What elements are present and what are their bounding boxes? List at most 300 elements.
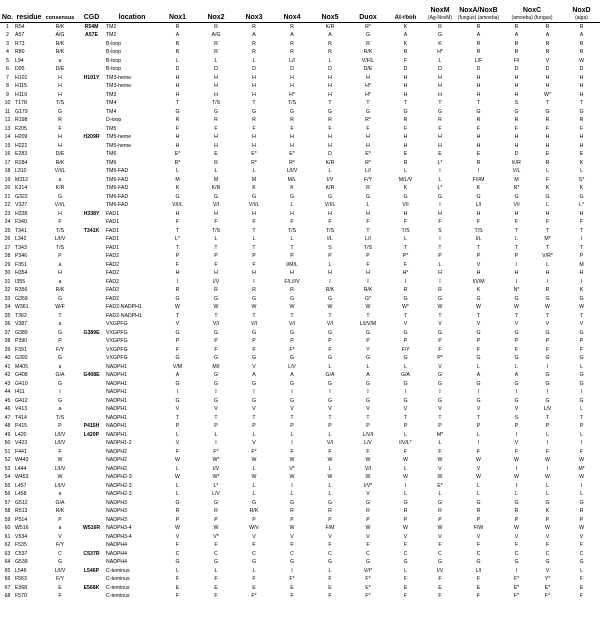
cell-nox5: R xyxy=(328,508,332,514)
cell-cgd xyxy=(77,235,106,244)
cell-no: 26 xyxy=(4,236,11,242)
table-row xyxy=(0,227,600,236)
cell-cgd xyxy=(77,269,106,278)
cell-location: NADPH3-4 xyxy=(106,525,132,531)
cell-noxc: C xyxy=(545,550,550,557)
cell-nox2: F xyxy=(214,542,218,548)
cell-noxa: T xyxy=(476,244,481,251)
cell-noxd: I xyxy=(580,278,583,285)
cell-noxm: T xyxy=(438,312,442,319)
cell-noxc: L xyxy=(546,482,549,489)
cell-noxc: F xyxy=(545,448,550,455)
cell-noxd: F xyxy=(579,542,584,548)
cell-nox1: G xyxy=(175,193,180,200)
cell-no: 32 xyxy=(4,287,11,293)
table-row xyxy=(0,303,600,312)
cell-location: TM2 xyxy=(106,32,117,38)
cell-noxc: L xyxy=(546,202,549,208)
cell-nox3: G xyxy=(251,355,257,361)
cell-nox2: F* xyxy=(213,448,219,455)
cell-no: 20 xyxy=(4,185,11,191)
cell-consensus: H xyxy=(58,83,62,89)
cell-nox2: I xyxy=(215,389,217,395)
cell-nox1: A xyxy=(175,32,180,38)
cell-duox: H* xyxy=(365,91,371,98)
table-row xyxy=(0,99,600,108)
cell-nox4: V/I xyxy=(288,321,296,327)
table-row xyxy=(0,235,600,244)
cell-location: FAD2 xyxy=(106,270,119,276)
cell-noxd: L* xyxy=(579,202,584,208)
cell-noxm: V xyxy=(438,406,442,412)
cell-noxa: F xyxy=(476,125,481,132)
cell-nox5: L xyxy=(328,363,332,370)
cell-noxc: V xyxy=(545,57,550,64)
cell-nox2: I/V xyxy=(212,278,220,285)
cell-noxa: L xyxy=(477,482,480,489)
cell-location: NADPH3 xyxy=(106,516,128,523)
cell-noxc: G xyxy=(545,559,550,565)
cell-nox1: T xyxy=(175,244,180,251)
cell-atrboh: T xyxy=(403,312,408,319)
cell-cgd xyxy=(77,405,106,414)
cell-duox: V xyxy=(366,491,370,497)
cell-residue: W453 xyxy=(15,474,29,480)
cell-noxb: F xyxy=(514,125,519,132)
cell-duox: F xyxy=(366,219,370,225)
cell-nox2: W xyxy=(213,304,219,310)
cell-nox2: H xyxy=(214,83,218,89)
cell-location: FAD2-NADPH1 xyxy=(106,312,142,319)
cell-consensus: a xyxy=(58,321,62,327)
cell-cgd xyxy=(77,465,106,474)
cell-nox3: G xyxy=(251,108,257,115)
cell-duox: T/S xyxy=(363,244,373,251)
cell-location: FAD1 xyxy=(106,219,119,225)
cell-noxm: H xyxy=(438,134,442,140)
cell-nox1: G xyxy=(175,380,180,387)
cell-nox5: I xyxy=(329,278,331,285)
table-row xyxy=(0,320,600,329)
cell-nox4: P xyxy=(290,338,294,344)
cell-noxd: F xyxy=(579,593,584,599)
header-noxc-sub1: (amoeba) xyxy=(511,14,533,21)
cell-residue: V413 xyxy=(15,406,28,412)
cell-noxc: L xyxy=(546,491,549,497)
cell-noxb: I xyxy=(515,465,518,472)
cell-nox5: V/I xyxy=(326,321,334,327)
cell-noxa: R xyxy=(476,117,481,123)
cell-no: 7 xyxy=(6,74,9,81)
cell-noxd: L xyxy=(580,431,583,438)
cell-noxb: F xyxy=(514,346,519,353)
cell-atrboh: G xyxy=(403,108,408,115)
cell-noxd: W xyxy=(579,304,584,310)
cell-noxm: G xyxy=(437,295,443,302)
cell-location: FAD1 xyxy=(106,210,119,217)
cell-location: FAD1 xyxy=(106,244,119,251)
cell-nox1: V/M xyxy=(172,363,183,370)
cell-atrboh: V/I xyxy=(402,202,409,208)
cell-nox5: G xyxy=(327,295,333,302)
table-row xyxy=(0,244,600,253)
cell-nox1: H xyxy=(175,134,180,140)
table-row xyxy=(0,295,600,304)
table-row xyxy=(0,516,600,525)
cell-nox5: T xyxy=(328,414,332,421)
cell-noxa: F xyxy=(476,448,481,455)
cell-noxd: G xyxy=(579,559,584,565)
cell-atrboh: C xyxy=(403,550,408,557)
cell-noxm: V xyxy=(438,363,442,370)
cell-noxc: W xyxy=(545,457,550,463)
cell-nox3: H xyxy=(252,210,256,217)
cell-nox1: H xyxy=(175,91,180,98)
table-row xyxy=(0,567,600,576)
cell-nox4: T xyxy=(290,244,294,251)
cell-noxa: F xyxy=(476,593,481,599)
cell-noxc: K xyxy=(545,185,550,191)
cell-residue: G512 xyxy=(15,499,28,506)
cell-nox5: D xyxy=(328,66,332,72)
cell-noxm: H* xyxy=(437,49,443,55)
cell-nox4: H xyxy=(290,74,294,81)
table-row xyxy=(0,354,600,363)
cell-nox2: M xyxy=(213,176,219,183)
table-row xyxy=(0,269,600,278)
cell-noxb: H xyxy=(514,210,519,217)
cell-noxa: G xyxy=(476,329,481,336)
cell-nox4: R xyxy=(290,508,294,514)
cell-nox4: R xyxy=(290,287,294,293)
cell-duox: L/V xyxy=(364,440,372,446)
cell-nox5: R xyxy=(328,49,332,55)
cell-noxd: I xyxy=(580,482,583,489)
cell-nox3: T xyxy=(252,100,256,106)
cell-noxb: A xyxy=(514,32,519,38)
cell-nox2: G xyxy=(213,499,219,506)
cell-noxd: F xyxy=(579,346,584,353)
cell-noxc: I xyxy=(546,363,549,370)
cell-residue: H354 xyxy=(15,270,28,276)
cell-nox1: E xyxy=(175,584,180,591)
cell-nox4: V xyxy=(290,533,294,540)
cell-nox5: I xyxy=(329,389,331,395)
cell-cgd xyxy=(77,201,106,210)
cell-noxc: A xyxy=(545,32,550,38)
cell-consensus: G xyxy=(57,295,63,302)
header-noxm xyxy=(424,0,456,22)
cell-nox3: F* xyxy=(251,593,257,599)
cell-nox3: H xyxy=(252,83,256,89)
cell-nox5: A xyxy=(328,32,332,38)
cell-noxm: H xyxy=(438,91,442,98)
cell-residue: G408 xyxy=(15,372,28,378)
cell-noxc: H xyxy=(545,134,550,140)
cell-location: FAD2 xyxy=(106,278,119,285)
cell-nox3: F* xyxy=(251,448,257,455)
cell-noxa: V xyxy=(476,465,481,472)
cell-cgd xyxy=(77,286,106,295)
cell-residue: R284 xyxy=(15,159,28,166)
cell-noxb: M xyxy=(514,176,519,183)
cell-nox3: A xyxy=(252,32,256,38)
cell-noxc: L xyxy=(546,261,549,268)
cell-cgd: C537R xyxy=(83,550,100,557)
cell-nox4: M/L xyxy=(287,176,297,183)
cell-nox5: W xyxy=(327,304,333,310)
cell-noxc: V xyxy=(545,321,550,327)
cell-cgd xyxy=(77,193,106,202)
cell-nox4: T/S xyxy=(287,227,297,234)
cell-noxa: T/S xyxy=(474,227,483,234)
cell-atrboh: L xyxy=(404,465,407,472)
cell-nox3: R xyxy=(252,40,256,47)
cell-nox1: R xyxy=(175,23,180,30)
cell-no: 47 xyxy=(4,414,11,421)
cell-noxb: H xyxy=(514,134,519,140)
cell-no: 43 xyxy=(4,380,11,387)
cell-consensus: F xyxy=(58,125,62,132)
cell-nox4: T xyxy=(290,312,294,319)
table-row xyxy=(0,22,600,31)
cell-noxd: P xyxy=(579,423,584,429)
cell-noxd: W xyxy=(579,57,584,64)
cell-nox5: V/I xyxy=(326,440,334,446)
cell-atrboh: H* xyxy=(402,270,409,276)
cell-atrboh: L xyxy=(404,431,407,438)
cell-nox2: M/I xyxy=(212,363,220,370)
header-noxd-label: NoxD xyxy=(572,6,591,14)
cell-duox: H* xyxy=(365,83,371,89)
cell-noxa: V xyxy=(476,261,481,268)
cell-noxd: I xyxy=(580,389,583,395)
cell-consensus: L/I/V xyxy=(54,440,66,446)
cell-noxd: V xyxy=(579,321,584,327)
cell-nox4: L/I xyxy=(289,57,295,64)
cell-noxm: L xyxy=(438,176,442,183)
cell-location: B-loop xyxy=(106,49,121,55)
cell-noxb: V xyxy=(514,406,519,412)
cell-noxd: G xyxy=(579,372,584,378)
cell-nox4: W xyxy=(289,474,295,480)
cell-noxa: R xyxy=(476,159,481,166)
cell-nox3: F xyxy=(252,346,256,353)
cell-noxb: R xyxy=(514,117,519,123)
cell-no: 10 xyxy=(4,100,11,106)
cell-noxb: I xyxy=(515,431,518,438)
cell-noxb: P xyxy=(514,516,519,523)
cell-location: B-loop xyxy=(106,57,121,64)
cell-nox1: D xyxy=(175,66,180,72)
table-row xyxy=(0,482,600,491)
cell-noxb: P xyxy=(514,253,519,259)
cell-noxm: P xyxy=(438,253,442,259)
cell-nox4: C xyxy=(290,550,294,557)
cell-noxc: I xyxy=(546,278,549,285)
cell-nox3: I xyxy=(253,389,255,395)
cell-noxd: I xyxy=(580,236,583,242)
cell-duox: I/V* xyxy=(363,482,373,489)
cell-atrboh: R xyxy=(403,508,408,514)
cell-cgd xyxy=(77,541,106,550)
cell-nox5: F xyxy=(328,346,332,353)
cell-nox4: W xyxy=(289,304,295,310)
cell-nox5: I/V xyxy=(326,176,334,183)
cell-nox5: S xyxy=(328,244,332,251)
cell-nox3: T xyxy=(252,414,256,421)
cell-nox1: L* xyxy=(175,236,180,242)
cell-consensus: V/I/L xyxy=(54,168,66,174)
cell-residue: I355 xyxy=(15,278,26,285)
cell-nox2: V* xyxy=(213,533,219,540)
cell-residue: E568 xyxy=(15,584,28,591)
cell-nox5: G xyxy=(327,397,333,404)
cell-cgd xyxy=(77,320,106,329)
cell-duox: T xyxy=(366,227,370,234)
cell-nox1: F xyxy=(175,261,180,268)
cell-nox4: H xyxy=(290,83,294,89)
cell-noxb: P xyxy=(514,338,519,344)
cell-noxm: R xyxy=(438,117,442,123)
cell-location: TM6-FAD xyxy=(106,185,129,191)
cell-noxc: W xyxy=(545,304,550,310)
cell-location: TM3-heme xyxy=(106,74,132,81)
cell-noxm: P xyxy=(438,423,442,429)
cell-residue: F205 xyxy=(15,125,27,132)
cell-noxb: D xyxy=(514,151,519,157)
cell-noxd: R xyxy=(579,23,584,30)
cell-nox4: F xyxy=(290,593,294,599)
cell-residue: C537 xyxy=(15,550,28,557)
cell-nox1: I xyxy=(176,389,179,395)
cell-nox1: W xyxy=(175,304,180,310)
cell-duox: L xyxy=(366,363,370,370)
cell-no: 49 xyxy=(4,431,11,438)
cell-no: 62 xyxy=(4,542,11,548)
cell-noxb: W xyxy=(514,457,519,463)
cell-noxa: T xyxy=(476,312,481,319)
cell-duox: G xyxy=(365,108,371,115)
cell-nox4: L xyxy=(290,431,294,438)
cell-noxc: T xyxy=(545,100,550,106)
cell-cgd: H101Y xyxy=(83,74,100,81)
cell-noxc: F xyxy=(545,542,550,548)
cell-noxc: F xyxy=(545,346,550,353)
cell-duox: C xyxy=(366,550,370,557)
cell-consensus: L/I/V xyxy=(54,465,66,472)
cell-nox4: R* xyxy=(289,159,295,166)
cell-nox4: F* xyxy=(289,346,295,353)
cell-nox4: T/S xyxy=(287,100,297,106)
cell-cgd: R54M xyxy=(84,23,99,30)
cell-noxd: H xyxy=(579,134,584,140)
cell-nox1: P xyxy=(175,253,180,259)
cell-nox2: P xyxy=(214,253,218,259)
cell-consensus: W xyxy=(57,457,63,463)
header-noxab-label: NoxA/NoxB xyxy=(459,6,498,14)
cell-nox1: I xyxy=(176,278,179,285)
cell-noxm: I xyxy=(439,168,441,174)
cell-consensus: G/A xyxy=(55,499,65,506)
cell-residue: L546 xyxy=(15,567,27,574)
cell-noxd: G xyxy=(579,295,584,302)
cell-cgd xyxy=(77,346,106,355)
cell-nox4: V xyxy=(290,406,294,412)
cell-atrboh: T xyxy=(403,100,408,106)
cell-noxb: P xyxy=(514,423,519,429)
cell-noxc: W xyxy=(545,525,550,531)
table-row xyxy=(0,286,600,295)
cell-nox2: L xyxy=(214,57,218,64)
cell-nox3: H xyxy=(252,142,256,149)
cell-noxa: L/I xyxy=(475,202,482,208)
table-row xyxy=(0,167,600,176)
cell-nox3: W xyxy=(251,304,257,310)
cell-noxd: T xyxy=(579,414,584,421)
cell-residue: H115 xyxy=(15,83,28,89)
cell-noxc: V xyxy=(545,567,550,574)
cell-noxa: F xyxy=(476,346,481,353)
cell-nox1: L xyxy=(176,57,179,64)
cell-noxd: H xyxy=(579,270,584,276)
table-row xyxy=(0,465,600,474)
cell-residue: F351 xyxy=(15,261,27,268)
cell-nox2: G xyxy=(213,108,219,115)
cell-noxm: G xyxy=(437,380,443,387)
cell-noxa: L/F xyxy=(474,57,483,64)
cell-noxd: T xyxy=(579,100,584,106)
cell-nox4: H* xyxy=(289,91,295,98)
table-row xyxy=(0,541,600,550)
cell-noxm: P xyxy=(438,516,442,523)
cell-noxm: I xyxy=(439,278,441,285)
cell-no: 4 xyxy=(6,49,9,55)
cell-consensus: V xyxy=(58,533,62,540)
cell-noxc: G xyxy=(545,372,550,378)
cell-residue: F563 xyxy=(15,576,27,582)
cell-noxa: A xyxy=(476,372,481,378)
cell-nox2: L xyxy=(214,431,218,438)
cell-cgd xyxy=(77,218,106,227)
cell-location: TM5-heme xyxy=(106,134,132,140)
cell-atrboh: F/Y xyxy=(401,346,410,353)
cell-cgd: H338Y xyxy=(83,210,100,217)
cell-nox4: F* xyxy=(289,576,295,582)
cell-location: TM6-FAD xyxy=(106,193,129,200)
cell-noxd: L xyxy=(580,363,583,370)
cell-noxa: I xyxy=(477,440,480,446)
cell-noxa: C xyxy=(476,550,481,557)
cell-no: 64 xyxy=(4,559,11,565)
cell-noxm: T xyxy=(438,414,442,421)
cell-nox4: G xyxy=(289,193,295,200)
cell-no: 22 xyxy=(4,202,11,208)
cell-noxa: P xyxy=(476,338,481,344)
cell-atrboh: L xyxy=(404,236,407,242)
cell-noxb: I xyxy=(515,278,518,285)
cell-atrboh: I/V/L* xyxy=(399,440,412,446)
cell-location: TM6 xyxy=(106,159,117,166)
cell-nox1: L xyxy=(176,168,179,174)
cell-residue: T178 xyxy=(15,100,27,106)
cell-noxd: H xyxy=(579,83,584,89)
cell-noxa: V xyxy=(476,533,481,540)
cell-duox: E* xyxy=(365,151,371,157)
cell-atrboh: V xyxy=(403,533,408,540)
cell-location: TM6-FAD xyxy=(106,202,129,208)
cell-consensus: R/K xyxy=(55,49,65,55)
